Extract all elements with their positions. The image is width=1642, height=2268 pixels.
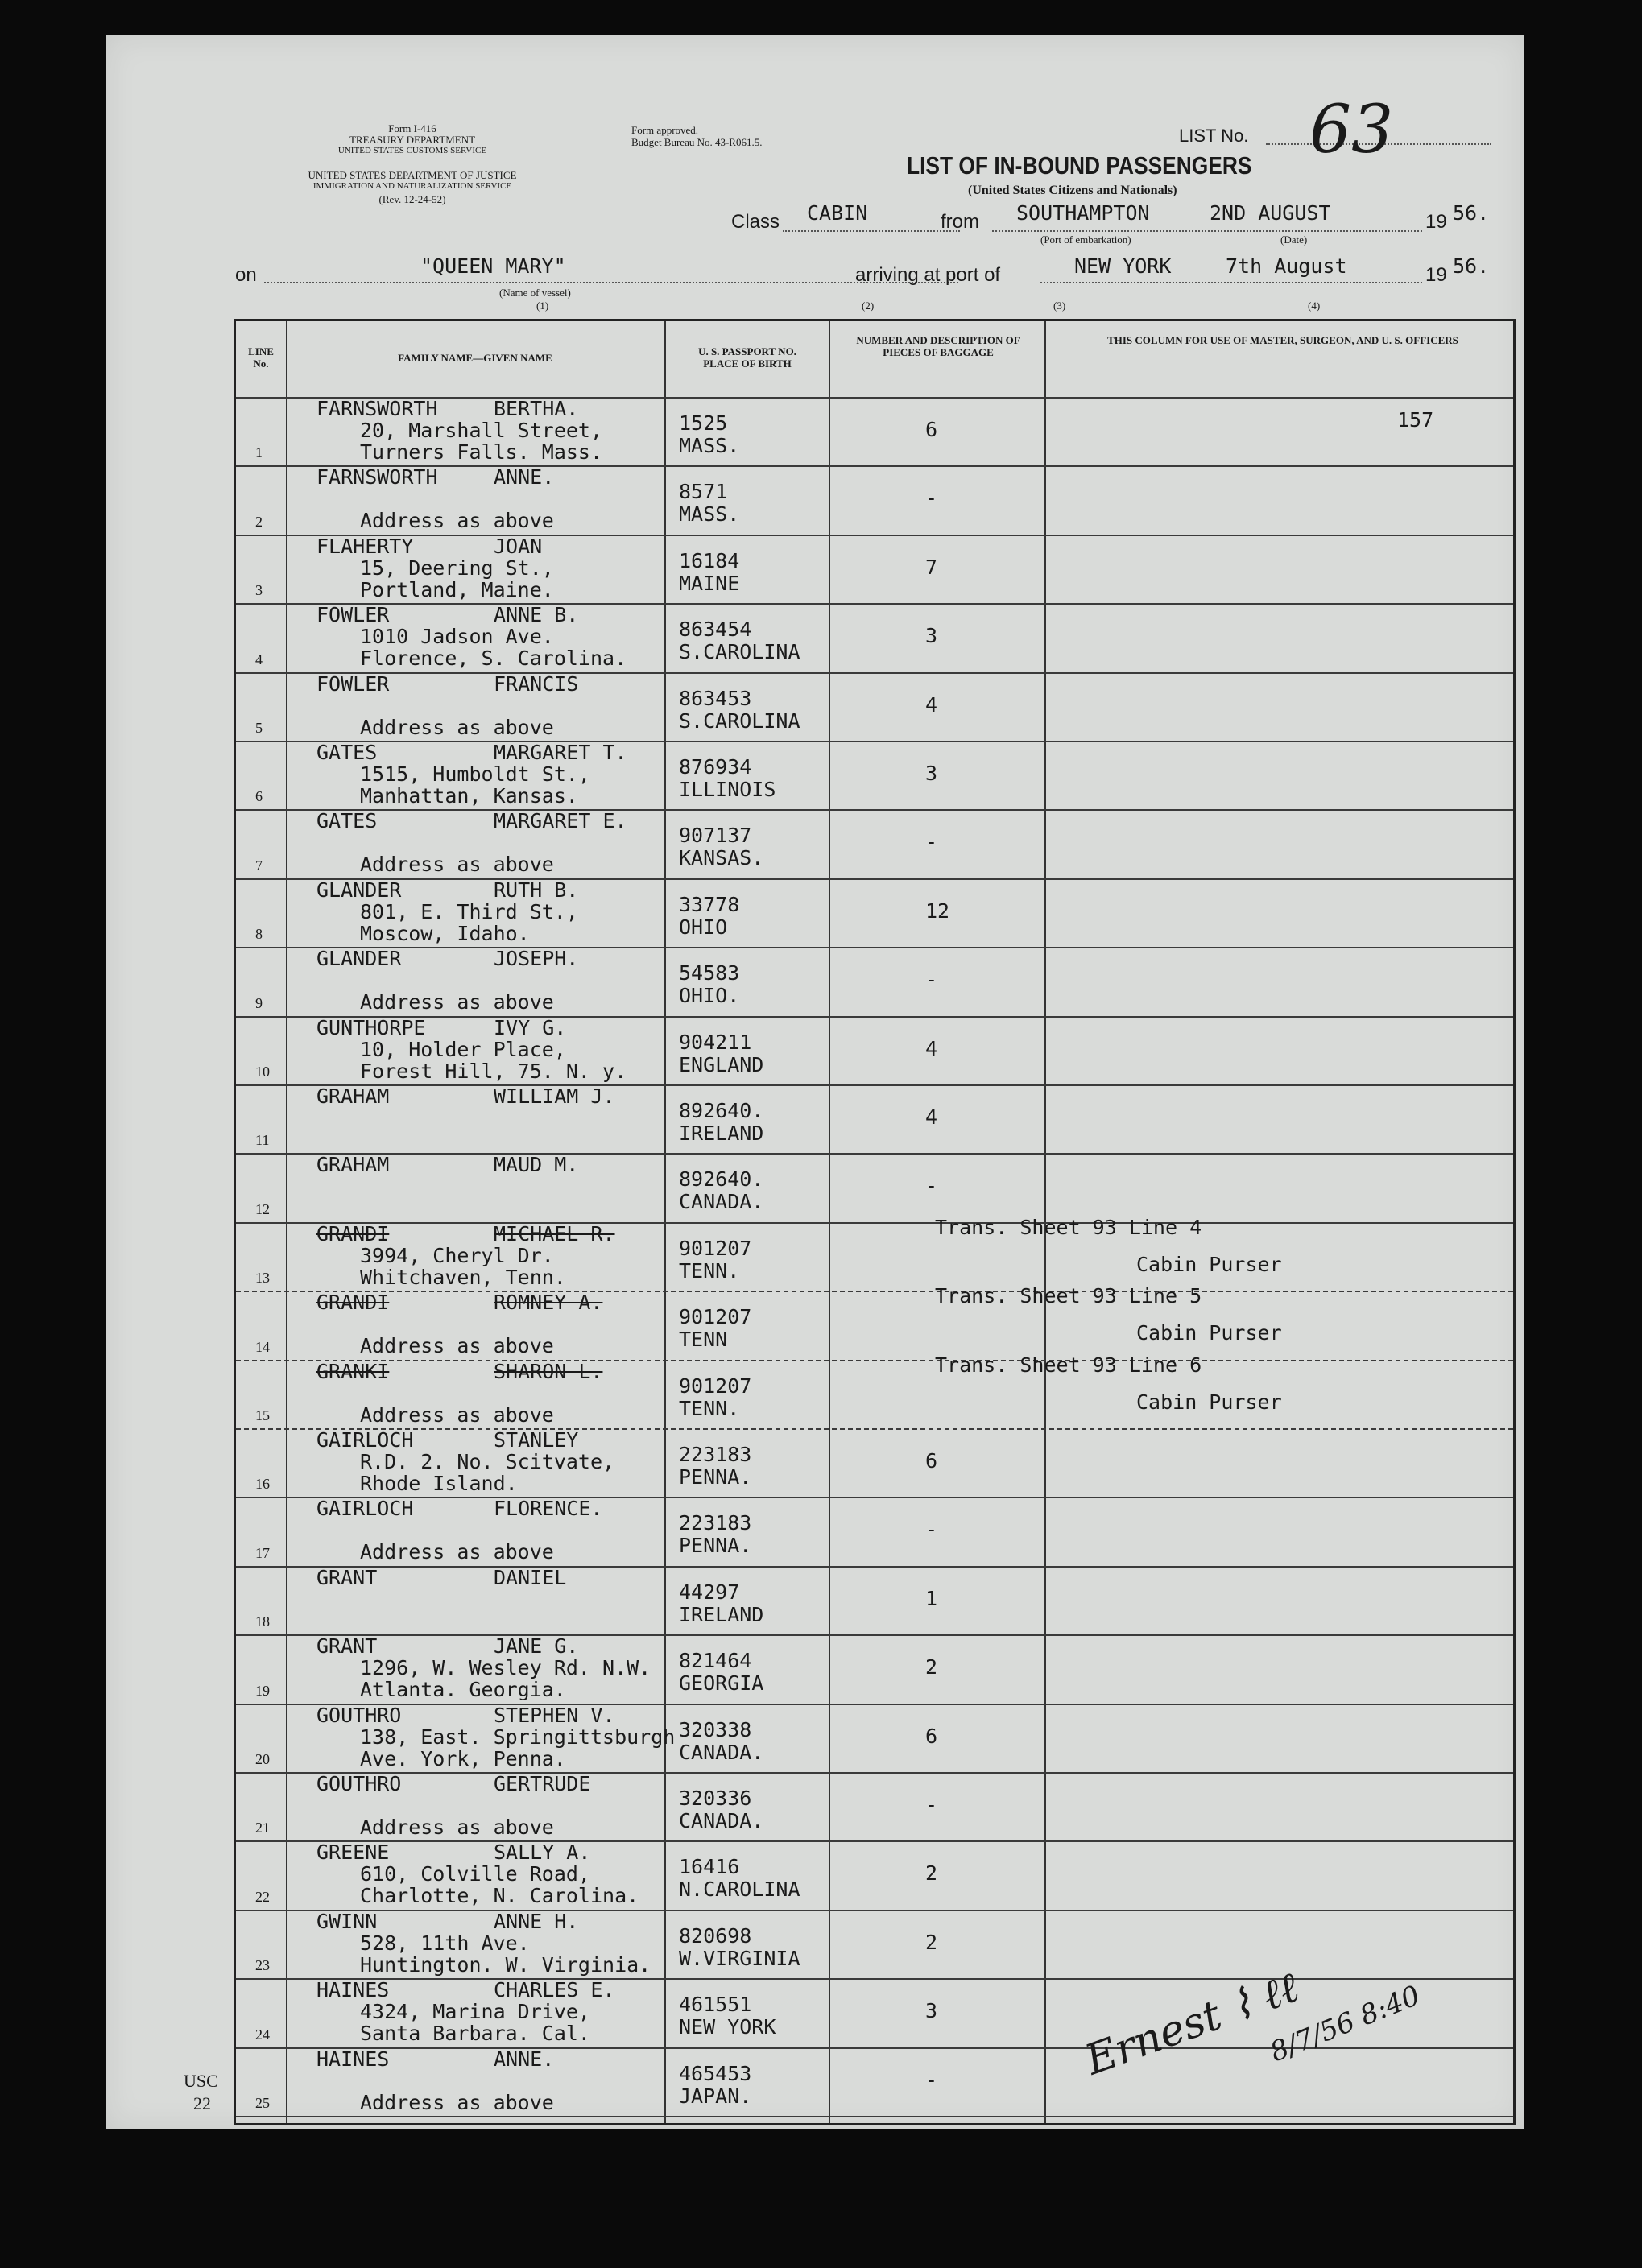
family-name: FARNSWORTH [316,397,438,420]
given-name: DANIEL [494,1565,567,1589]
given-name: JOSEPH. [494,947,579,971]
given-name: ANNE H. [494,1909,579,1933]
address-line-2: Address as above [360,715,554,739]
address-line-2: Address as above [360,509,554,533]
passport-number: 820698 [679,1923,752,1948]
address-line-2: Address as above [360,1403,554,1427]
place-of-birth: CANADA. [679,1190,764,1214]
passport-number: 821464 [679,1649,752,1673]
given-name: FRANCIS [494,671,579,696]
family-name: FOWLER [316,671,390,696]
address-line-2: Forest Hill, 75. N. y. [360,1059,627,1083]
arrival-line [1040,282,1422,283]
family-name: GLANDER [316,947,402,971]
col-header-baggage: NUMBER AND DESCRIPTION OF PIECES OF BAGGAGE [856,334,1020,358]
family-name: GRANDI [316,1291,390,1315]
address-line-2: Ave. York, Penna. [360,1746,566,1770]
baggage-count: 3 [925,762,938,785]
table-row [236,465,1513,535]
col-header-line-no: LINE No. [248,345,274,370]
place-of-birth: JAPAN. [679,2084,752,2108]
transfer-note: Trans. Sheet 93 Line 6 [935,1353,1202,1377]
address-line-1: 20, Marshall Street, [360,419,603,442]
line-number: 9 [255,994,263,1011]
line-number: 19 [255,1682,270,1699]
family-name: GOUTHRO [316,1703,402,1727]
line-number: 7 [255,857,263,874]
given-name: IVY G. [494,1015,567,1039]
transfer-note: Trans. Sheet 93 Line 4 [935,1215,1202,1239]
place-of-birth: N.CAROLINA [679,1878,800,1902]
table-row [236,1353,1513,1430]
col-header-officers: THIS COLUMN FOR USE OF MASTER, SURGEON, AND U. S. OFFICERS [1107,334,1458,346]
family-name: GRANT [316,1634,378,1659]
place-of-birth: CANADA. [679,1740,764,1764]
address-line-2: Florence, S. Carolina. [360,647,627,671]
class-label: Class [731,211,780,233]
family-name: HAINES [316,1978,390,2002]
address-line-1: 1515, Humboldt St., [360,762,590,786]
given-name: ANNE. [494,2047,555,2071]
line-number: 12 [255,1200,270,1217]
place-of-birth: MASS. [679,434,740,457]
vessel-caption: (Name of vessel) [499,287,571,299]
place-of-birth: MAINE [679,571,740,595]
list-subtitle: (United States Citizens and Nationals) [968,184,1177,197]
family-name: GRANT [316,1565,378,1589]
given-name: STANLEY [494,1428,579,1452]
passport-number: 44297 [679,1580,740,1604]
line-number: 20 [255,1750,270,1767]
passport-number: 320338 [679,1717,752,1741]
table-row [236,1840,1513,1911]
passport-number: 8571 [679,480,728,504]
address-line-2: Turners Falls. Mass. [360,440,603,464]
table-row [236,672,1513,742]
given-name: JANE G. [494,1634,579,1659]
baggage-count: 2 [925,1930,938,1954]
passport-number: 54583 [679,961,740,985]
table-row [236,1497,1513,1567]
baggage-count: 7 [925,555,938,579]
baggage-count: 2 [925,1861,938,1886]
family-name: GOUTHRO [316,1772,402,1795]
line-number: 17 [255,1544,270,1561]
manifest-page [106,35,1524,2129]
baggage-count: 2 [925,1655,938,1679]
place-of-birth: S.CAROLINA [679,708,800,733]
passport-number: 16416 [679,1855,740,1879]
list-no-label: LIST No. [1179,126,1249,146]
table-row [236,1284,1513,1361]
baggage-count: 12 [925,899,950,923]
place-of-birth: ILLINOIS [679,778,776,801]
usc-number: 22 [193,2093,211,2113]
table-row [236,1428,1513,1498]
line-number: 16 [255,1476,270,1493]
baggage-count: 6 [925,1724,938,1748]
table-row [236,1566,1513,1636]
table-row [236,1016,1513,1086]
baggage-count: 6 [925,418,938,441]
address-line-1: 138, East. Springittsburgh [360,1725,676,1749]
customs-service: UNITED STATES CUSTOMS SERVICE [337,146,487,155]
table-row [236,1084,1513,1155]
vessel-name: "QUEEN MARY" [420,254,566,278]
passport-number: 904211 [679,1030,752,1054]
address-line-2: Portland, Maine. [360,577,554,601]
address-line-1: R.D. 2. No. Scitvate, [360,1450,615,1473]
address-line-2: Moscow, Idaho. [360,921,530,945]
table-row [236,397,1513,467]
baggage-count: 4 [925,692,938,717]
address-line-1: 801, E. Third St., [360,899,578,923]
address-line-1: 1296, W. Wesley Rd. N.W. [360,1656,651,1680]
on-label: on [235,264,257,286]
year-prefix-2: 19 [1425,264,1447,286]
year-value: 56. [1453,201,1490,225]
address-line-2: Charlotte, N. Carolina. [360,1884,639,1908]
baggage-count: 4 [925,1105,938,1129]
given-name: SALLY A. [494,1840,591,1865]
table-row [236,741,1513,811]
address-line-1: 610, Colville Road, [360,1862,590,1886]
line-number: 2 [255,513,263,530]
passport-number: 1525 [679,411,728,435]
given-name: ANNE. [494,465,555,490]
purser-note: Cabin Purser [1136,1390,1282,1414]
place-of-birth: TENN. [679,1396,740,1420]
purser-note: Cabin Purser [1136,1252,1282,1276]
col-ref-4: (4) [1308,300,1321,312]
class-line [783,230,960,232]
address-line-1: 15, Deering St., [360,556,554,580]
given-name: ANNE B. [494,603,579,627]
budget-bureau: Budget Bureau No. 43-R061.5. [631,136,763,148]
revision-date: (Rev. 12-24-52) [378,193,446,205]
family-name: GRAHAM [316,1153,390,1177]
address-line-2: Address as above [360,1540,554,1564]
table-row [236,1704,1513,1774]
col-ref-2: (2) [862,300,875,312]
purser-note: Cabin Purser [1136,1321,1282,1345]
address-line-2: Santa Barbara. Cal. [360,2022,590,2046]
family-name: FLAHERTY [316,534,414,558]
officer-note: 157 [1397,408,1434,432]
baggage-count: - [925,1174,938,1198]
embark-date: 2ND AUGUST [1210,201,1331,225]
passport-number: 223183 [679,1443,752,1466]
given-name: STEPHEN V. [494,1703,615,1727]
family-name: GRANKI [316,1359,390,1383]
address-line-2: Address as above [360,2090,554,2114]
line-number: 22 [255,1888,270,1905]
passport-number: 892640. [679,1167,764,1192]
col-ref-1: (1) [536,300,549,312]
line-number: 6 [255,788,263,805]
passport-number: 892640. [679,1099,764,1122]
baggage-count: 3 [925,1999,938,2023]
address-line-2: Whitchaven, Tenn. [360,1265,566,1289]
passport-number: 461551 [679,1993,752,2017]
address-line-2: Address as above [360,990,554,1014]
family-name: GAIRLOCH [316,1497,414,1521]
line-number: 18 [255,1613,270,1630]
line-number: 14 [255,1338,270,1355]
given-name: MARGARET T. [494,741,627,764]
from-line [992,230,1422,232]
address-line-1: 10, Holder Place, [360,1037,566,1061]
place-of-birth: IRELAND [679,1122,764,1145]
year-value-2: 56. [1453,254,1490,278]
table-row [236,1634,1513,1704]
col-ref-3: (3) [1053,300,1066,312]
family-name: GLANDER [316,878,402,902]
baggage-count: 4 [925,1036,938,1060]
given-name: JOAN [494,534,543,558]
passport-number: 320336 [679,1787,752,1810]
address-line-2: Atlanta. Georgia. [360,1678,566,1702]
passport-number: 33778 [679,892,740,916]
line-number: 15 [255,1407,270,1423]
address-line-1: 1010 Jadson Ave. [360,625,554,649]
passenger-table [234,319,1516,2125]
family-name: GUNTHORPE [316,1015,426,1039]
line-number: 3 [255,582,263,599]
col-header-passport: U. S. PASSPORT NO. PLACE OF BIRTH [698,345,796,370]
line-number: 8 [255,926,263,943]
family-name: GATES [316,741,378,764]
family-name: HAINES [316,2047,390,2071]
passport-number: 465453 [679,2061,752,2085]
address-line-2: Huntington. W. Virginia. [360,1952,651,1977]
given-name: MICHAEL R. [494,1221,615,1246]
justice-dept: UNITED STATES DEPARTMENT OF JUSTICE [308,169,517,181]
form-number: Form I-416 [388,122,436,134]
line-number: 10 [255,1063,270,1080]
baggage-count: - [925,1518,938,1542]
arrival-port: NEW YORK [1074,254,1172,278]
from-value: SOUTHAMPTON [1016,201,1150,225]
from-label: from [941,211,979,233]
place-of-birth: GEORGIA [679,1671,764,1696]
address-line-2: Address as above [360,1816,554,1839]
given-name: WILLIAM J. [494,1084,615,1108]
usc-label: USC [184,2071,218,2091]
year-prefix: 19 [1425,211,1447,233]
given-name: CHARLES E. [494,1978,615,2002]
table-row [236,603,1513,673]
place-of-birth: TENN. [679,1258,740,1283]
passport-number: 863454 [679,618,752,642]
passport-number: 863453 [679,686,752,710]
line-number: 1 [255,444,263,461]
port-embark-caption: (Port of embarkation) [1040,233,1131,246]
baggage-count: 3 [925,624,938,648]
family-name: GAIRLOCH [316,1428,414,1452]
table-row [236,947,1513,1017]
place-of-birth: OHIO. [679,984,740,1008]
list-title: LIST OF IN-BOUND PASSENGERS [907,151,1252,180]
baggage-count: - [925,486,938,510]
passport-number: 223183 [679,1511,752,1535]
given-name: MARGARET E. [494,809,627,833]
passport-number: 901207 [679,1374,752,1398]
address-line-1: 4324, Marina Drive, [360,2000,590,2024]
line-number: 24 [255,2026,270,2043]
col-header-name: FAMILY NAME—GIVEN NAME [398,352,552,364]
passport-number: 901207 [679,1305,752,1329]
line-number: 25 [255,2094,270,2111]
given-name: BERTHA. [494,397,579,420]
place-of-birth: OHIO [679,915,728,939]
place-of-birth: IRELAND [679,1602,764,1626]
place-of-birth: W.VIRGINIA [679,1946,800,1970]
transfer-note: Trans. Sheet 93 Line 5 [935,1284,1202,1308]
baggage-count: - [925,968,938,992]
given-name: RUTH B. [494,878,579,902]
line-number: 4 [255,651,263,667]
passport-number: 907137 [679,824,752,848]
line-number: 13 [255,1270,270,1287]
line-number: 21 [255,1820,270,1836]
family-name: GRAHAM [316,1084,390,1108]
address-line-2: Address as above [360,1334,554,1358]
treasury-dept: TREASURY DEPARTMENT [349,134,476,146]
table-row [236,2047,1513,2117]
line-number: 5 [255,719,263,736]
baggage-count: - [925,1793,938,1816]
table-row [236,1153,1513,1223]
place-of-birth: CANADA. [679,1809,764,1832]
given-name: SHARON L. [494,1359,603,1383]
date-caption: (Date) [1280,233,1308,246]
passport-number: 901207 [679,1236,752,1260]
ins-service: IMMIGRATION AND NATURALIZATION SERVICE [312,181,512,191]
address-line-2: Address as above [360,853,554,877]
address-line-2: Manhattan, Kansas. [360,784,578,808]
baggage-count: - [925,2068,938,2092]
inspector-signature: Ernest ⌇ ℓℓ [1079,1963,1305,2085]
family-name: FARNSWORTH [316,465,438,490]
table-row [236,809,1513,879]
given-name: GERTRUDE [494,1772,591,1795]
given-name: MAUD M. [494,1153,579,1177]
address-line-1: 528, 11th Ave. [360,1931,530,1955]
family-name: GATES [316,809,378,833]
vessel-line [264,282,958,283]
baggage-count: - [925,830,938,854]
place-of-birth: S.CAROLINA [679,640,800,664]
place-of-birth: PENNA. [679,1534,752,1558]
family-name: FOWLER [316,603,390,627]
form-approved: Form approved. [631,124,699,136]
place-of-birth: KANSAS. [679,846,764,870]
arrival-date: 7th August [1226,254,1347,278]
line-number: 11 [255,1132,270,1149]
given-name: FLORENCE. [494,1497,603,1521]
place-of-birth: NEW YORK [679,2015,776,2039]
table-row [236,1910,1513,1980]
passport-number: 16184 [679,548,740,572]
line-number: 23 [255,1957,270,1974]
place-of-birth: ENGLAND [679,1052,764,1076]
arriving-label: arriving at port of [855,264,1001,286]
inspector-date-scrawl: 8/7/56 8:40 [1265,1979,1425,2069]
table-row [236,1215,1513,1292]
baggage-count: 6 [925,1449,938,1473]
table-row [236,535,1513,605]
family-name: GRANDI [316,1221,390,1246]
passport-number: 876934 [679,755,752,779]
table-row [236,878,1513,948]
list-no-value: 63 [1309,92,1394,168]
family-name: GWINN [316,1909,378,1933]
address-line-1: 3994, Cheryl Dr. [360,1243,554,1267]
family-name: GREENE [316,1840,390,1865]
place-of-birth: MASS. [679,502,740,527]
table-row [236,1772,1513,1842]
place-of-birth: PENNA. [679,1465,752,1489]
address-line-2: Rhode Island. [360,1472,518,1495]
baggage-count: 1 [925,1586,938,1610]
class-value: CABIN [807,201,868,225]
given-name: ROMNEY A. [494,1291,603,1315]
place-of-birth: TENN [679,1328,728,1352]
